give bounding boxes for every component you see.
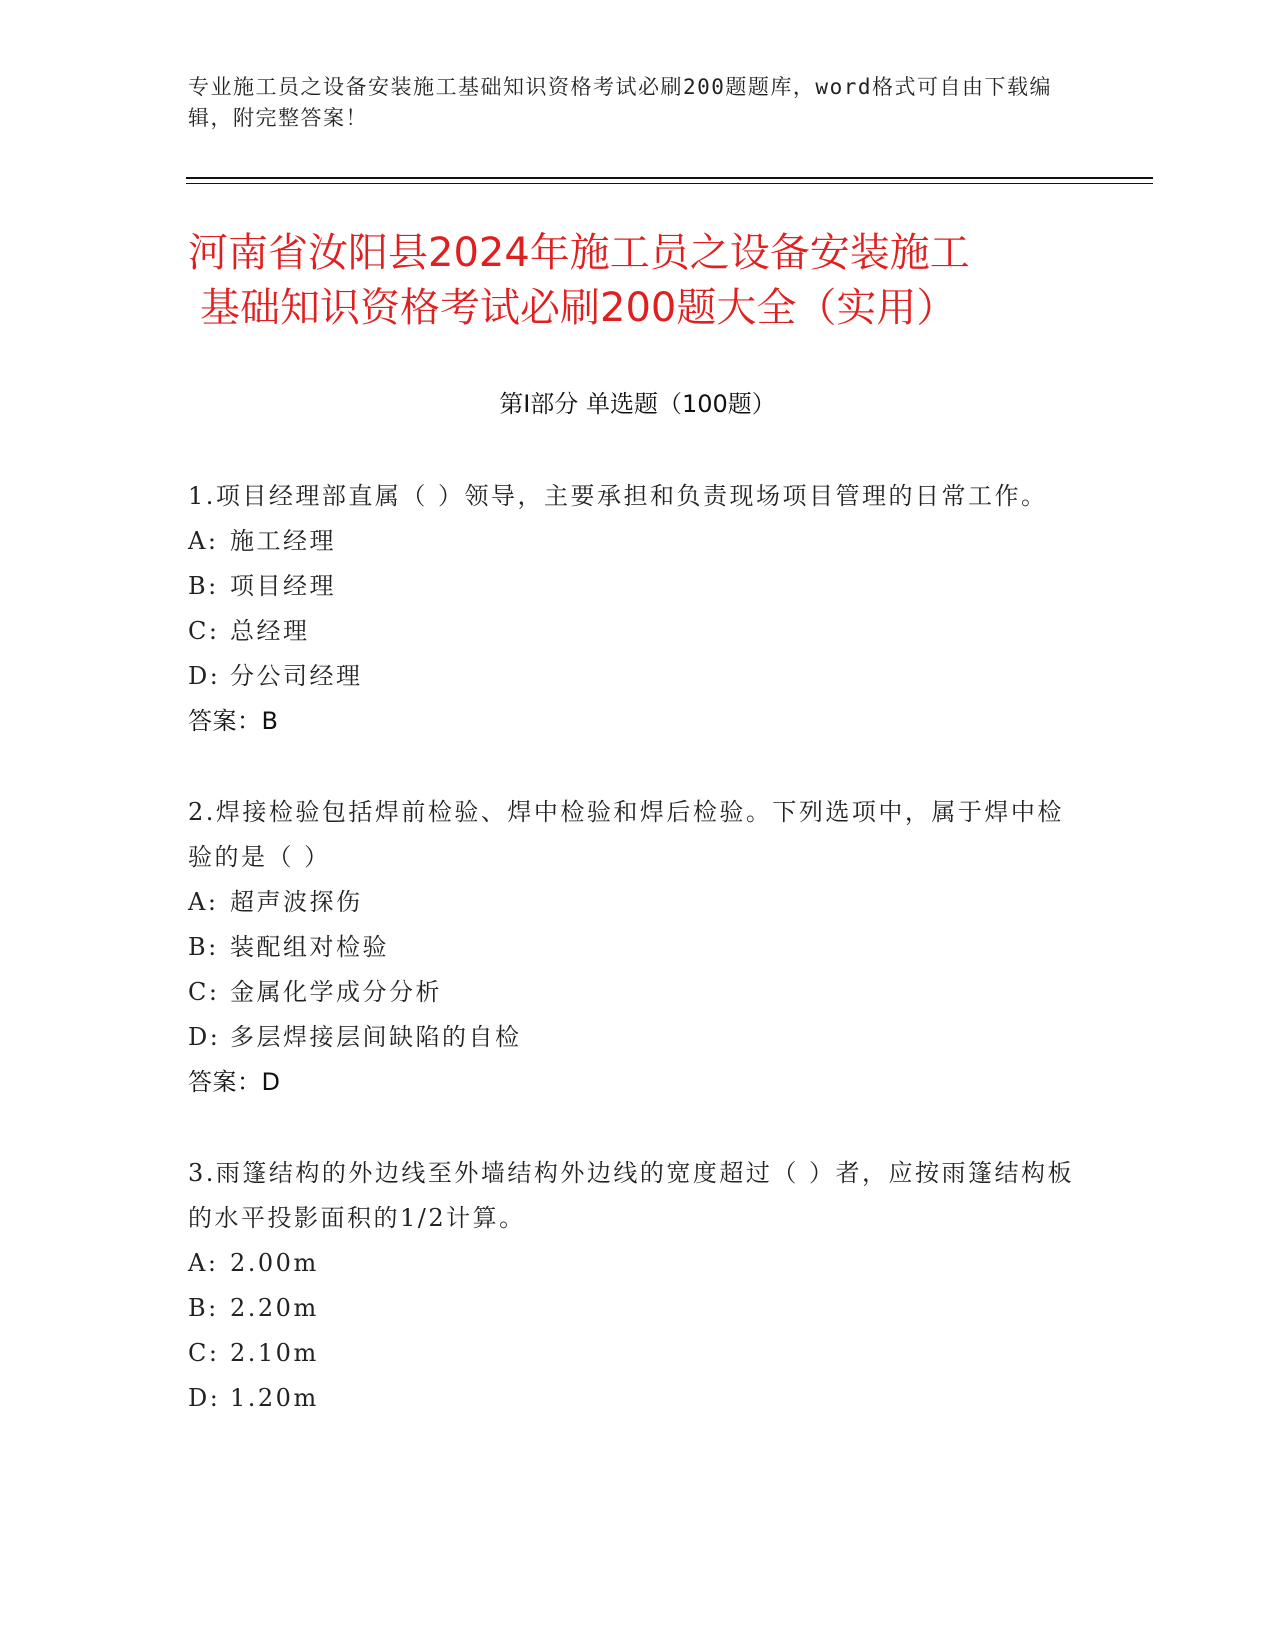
option-text: 1.20m — [230, 1384, 319, 1412]
option-letter: D: — [188, 1384, 221, 1412]
question-list — [188, 474, 1088, 1467]
option-d — [188, 1376, 1088, 1421]
title-line-2: 基础知识资格考试必刷200题大全（实用） — [200, 285, 957, 331]
question-stem: 2.焊接检验包括焊前检验、焊中检验和焊后检验。下列选项中，属于焊中检验的是（ ） — [188, 798, 1064, 871]
option-text: 多层焊接层间缺陷的自检 — [230, 1023, 522, 1051]
question-2 — [188, 790, 1088, 1105]
title-line-1: 河南省汝阳县2024年施工员之设备安装施工 — [188, 230, 970, 276]
header-rule-thick — [186, 177, 1153, 179]
option-letter: A: — [188, 888, 219, 916]
option-text: 总经理 — [230, 617, 310, 645]
question-3 — [188, 1151, 1088, 1421]
header-rule-thin — [186, 183, 1153, 184]
option-text: 项目经理 — [230, 572, 336, 600]
option-letter: A: — [188, 1249, 219, 1277]
option-letter: B: — [188, 572, 219, 600]
option-c — [188, 1331, 1088, 1376]
document-title — [188, 226, 1108, 336]
answer-line: 答案：B — [188, 707, 279, 735]
option-letter: A: — [188, 527, 219, 555]
option-a — [188, 880, 1088, 925]
option-text: 装配组对检验 — [230, 933, 389, 961]
option-d — [188, 654, 1088, 699]
option-letter: C: — [188, 617, 220, 645]
option-text: 分公司经理 — [230, 662, 363, 690]
option-letter: B: — [188, 933, 219, 961]
option-text: 金属化学成分分析 — [230, 978, 442, 1006]
answer-line: 答案：D — [188, 1068, 281, 1096]
section-heading: 第Ⅰ部分 单选题（100题） — [499, 390, 776, 418]
option-b — [188, 564, 1088, 609]
option-text: 2.00m — [230, 1249, 319, 1277]
option-b — [188, 925, 1088, 970]
question-1 — [188, 474, 1088, 744]
option-letter: C: — [188, 978, 220, 1006]
option-c — [188, 970, 1088, 1015]
option-a — [188, 1241, 1088, 1286]
option-text: 施工经理 — [230, 527, 336, 555]
option-text: 2.10m — [230, 1339, 319, 1367]
option-letter: C: — [188, 1339, 220, 1367]
option-text: 超声波探伤 — [230, 888, 363, 916]
option-letter: D: — [188, 1023, 221, 1051]
option-a — [188, 519, 1088, 564]
option-d — [188, 1015, 1088, 1060]
option-text: 2.20m — [230, 1294, 319, 1322]
header-note: 专业施工员之设备安装施工基础知识资格考试必刷200题题库，word格式可自由下载编辑，附完整答案！ — [188, 75, 1052, 130]
option-letter: B: — [188, 1294, 219, 1322]
question-stem: 3.雨篷结构的外边线至外墙结构外边线的宽度超过（ ）者，应按雨篷结构板的水平投影面积的1/2计算。 — [188, 1159, 1075, 1232]
option-letter: D: — [188, 662, 221, 690]
option-b — [188, 1286, 1088, 1331]
option-c — [188, 609, 1088, 654]
question-stem: 1.项目经理部直属（ ）领导，主要承担和负责现场项目管理的日常工作。 — [188, 482, 1048, 510]
